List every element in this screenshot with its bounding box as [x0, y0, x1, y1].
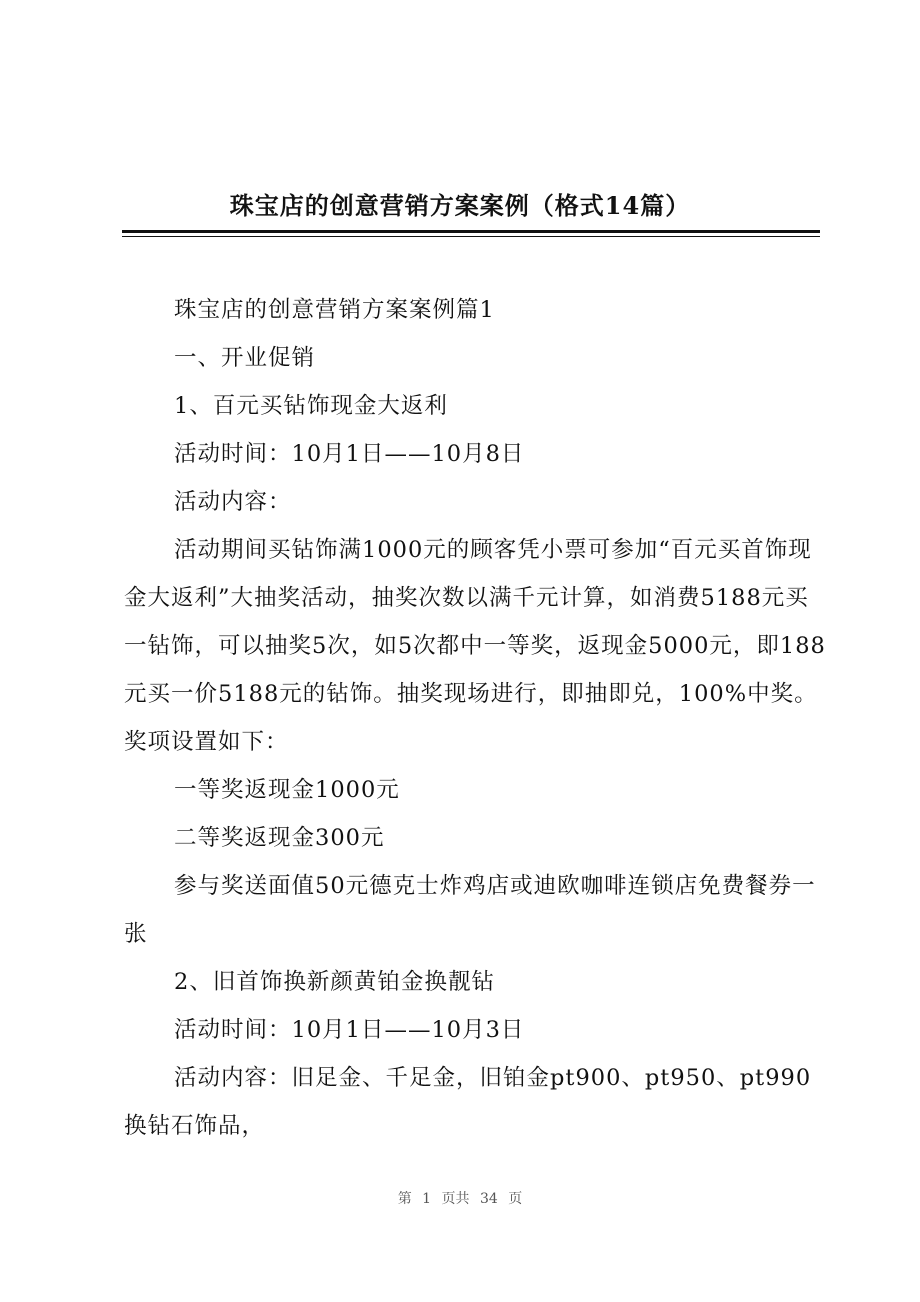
prize-first: 一等奖返现金1000元 — [174, 777, 400, 803]
page-footer: 第 1 页共 34 页 — [397, 1191, 523, 1207]
activity-description: 活动期间买钻饰满1000元的顾客凭小票可参加“百元买首饰现金大返利”大抽奖活动，抽奖次数以满千元计算，如消费5188元买一钻饰，可以抽奖5次，如5次都中一等奖，返现金5000元，即188元买一价5188元的钻饰。抽奖现场进行，即抽即兑，100%中奖。奖项设置如下： — [124, 537, 826, 755]
activity-time: 活动时间：10月1日——10月3日 — [174, 1017, 525, 1043]
title-divider-thin — [122, 236, 820, 237]
document-body — [124, 286, 830, 1150]
prize-participation: 参与奖送面值50元德克士炸鸡店或迪欧咖啡连锁店免费餐券一张 — [124, 873, 816, 947]
subsection-heading: 一、开业促销 — [174, 345, 316, 371]
section-heading: 珠宝店的创意营销方案案例篇1 — [174, 297, 495, 323]
title-divider-thick — [122, 230, 820, 233]
activity-content-label: 活动内容： — [174, 489, 292, 515]
item-heading: 2、旧首饰换新颜黄铂金换靓钻 — [174, 969, 495, 995]
activity-description: 活动内容：旧足金、千足金，旧铂金pt900、pt950、pt990换钻石饰品， — [124, 1065, 812, 1139]
prize-second: 二等奖返现金300元 — [174, 825, 385, 851]
activity-time: 活动时间：10月1日——10月8日 — [174, 441, 525, 467]
document-title: 珠宝店的创意营销方案案例（格式14篇） — [229, 191, 691, 220]
item-heading: 1、百元买钻饰现金大返利 — [174, 393, 448, 419]
